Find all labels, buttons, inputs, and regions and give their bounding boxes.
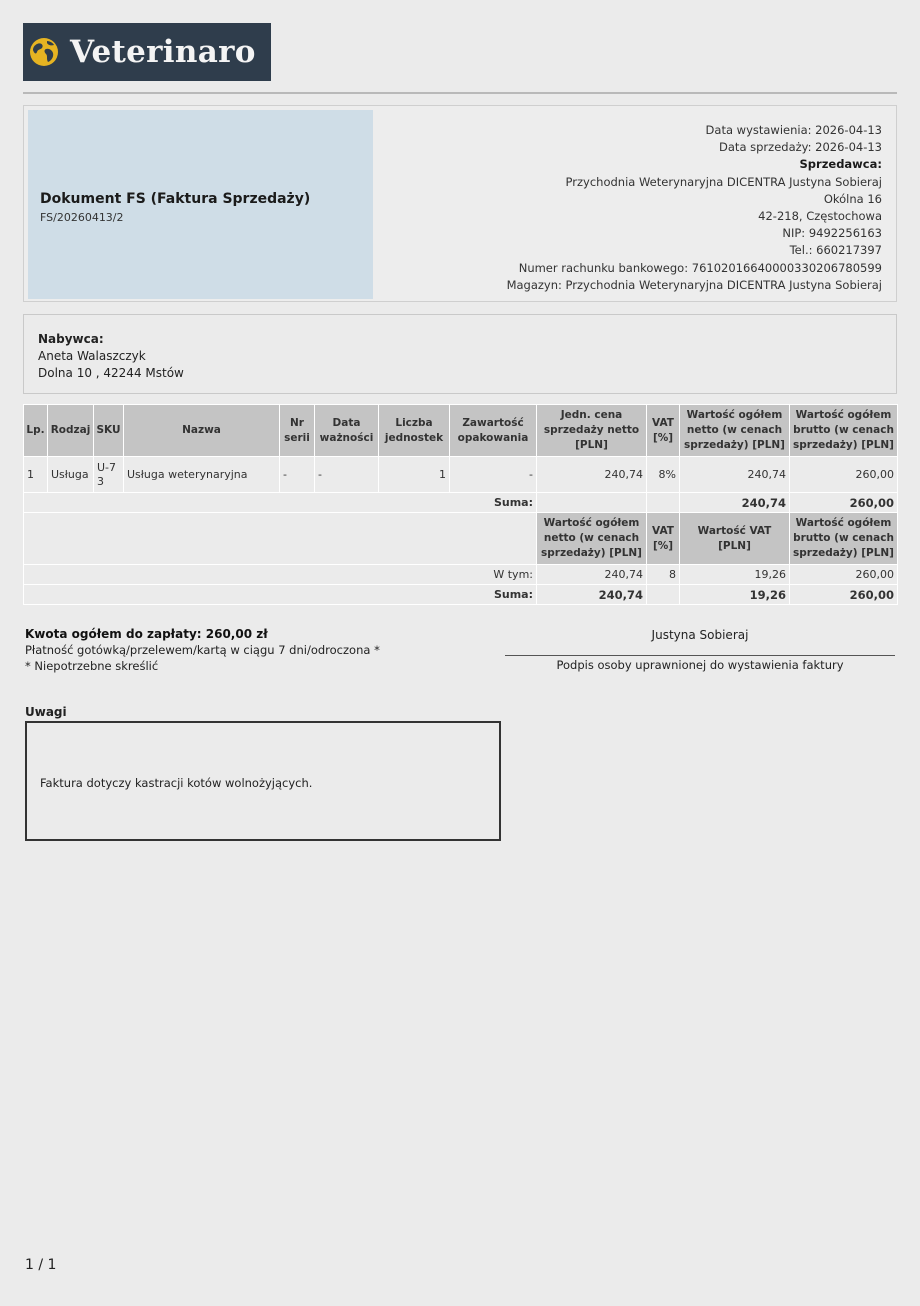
- empty-cell: [537, 493, 647, 513]
- document-number: FS/20260413/2: [40, 211, 124, 224]
- vat-sum-row: [24, 585, 898, 605]
- vat-sum-vat-value: 19,26: [680, 585, 790, 605]
- seller-street: Okólna 16: [823, 191, 882, 206]
- signature-caption: Podpis osoby uprawnionej do wystawienia faktury: [556, 658, 844, 672]
- col-header-lp: Lp.: [24, 405, 48, 457]
- brand-logo: [23, 23, 271, 81]
- brand-name: Veterinaro: [70, 34, 256, 70]
- col-header-sku: SKU: [94, 405, 124, 457]
- col-header-total-gross: Wartość ogółem brutto (w cenach sprzedaży) [PLN]: [790, 405, 898, 457]
- seller-name: Przychodnia Weterynaryjna DICENTRA Justyna Sobieraj: [565, 174, 882, 189]
- cell-name: Usługa weterynaryjna: [124, 457, 280, 493]
- cell-units: 1: [379, 457, 450, 493]
- page-number: 1 / 1: [25, 1257, 57, 1273]
- vat-col-header-vat: VAT [%]: [647, 513, 680, 565]
- vat-row-vat-value: 19,26: [680, 565, 790, 585]
- vat-sum-net: 240,74: [537, 585, 647, 605]
- vat-row-net: 240,74: [537, 565, 647, 585]
- seller-bank-account: Numer rachunku bankowego: 76102016640000330206780599: [518, 260, 882, 275]
- col-header-name: Nazwa: [124, 405, 280, 457]
- vat-summary-header-row: [24, 513, 898, 565]
- globe-icon: [29, 37, 59, 67]
- items-sum-row: [24, 493, 898, 513]
- vat-row-gross: 260,00: [790, 565, 898, 585]
- signature-name: Justyna Sobieraj: [651, 628, 749, 642]
- seller-info: [507, 122, 882, 294]
- vat-row-label: W tym:: [24, 565, 537, 585]
- buyer-name: Aneta Walaszczyk: [38, 349, 146, 363]
- issue-date: Data wystawienia: 2026-04-13: [705, 123, 882, 137]
- cell-expiry: -: [315, 457, 379, 493]
- seller-city: 42-218, Częstochowa: [758, 209, 882, 224]
- buyer-address: Dolna 10 , 42244 Mstów: [38, 366, 184, 380]
- payment-footnote: * Niepotrzebne skreślić: [25, 659, 159, 673]
- notes-text: Faktura dotyczy kastracji kotów wolnożyjących.: [40, 776, 313, 790]
- items-sum-label: Suma:: [24, 493, 537, 513]
- table-row: [24, 565, 898, 585]
- vat-col-header-vat-value: Wartość VAT [PLN]: [680, 513, 790, 565]
- col-header-unit-net: Jedn. cena sprzedaży netto [PLN]: [537, 405, 647, 457]
- cell-total-net: 240,74: [680, 457, 790, 493]
- seller-nip: NIP: 9492256163: [782, 226, 882, 241]
- vat-sum-label: Suma:: [24, 585, 537, 605]
- col-header-total-net: Wartość ogółem netto (w cenach sprzedaży) [PLN]: [680, 405, 790, 457]
- seller-heading: Sprzedawca:: [799, 157, 882, 172]
- cell-package: -: [450, 457, 537, 493]
- items-sum-gross: 260,00: [790, 493, 898, 513]
- vat-sum-gross: 260,00: [790, 585, 898, 605]
- notes-box: [25, 721, 501, 841]
- empty-cell: [24, 513, 537, 565]
- notes-label: Uwagi: [25, 705, 67, 719]
- empty-cell: [647, 493, 680, 513]
- col-header-type: Rodzaj: [48, 405, 94, 457]
- vat-row-vat: 8: [647, 565, 680, 585]
- sale-date: Data sprzedaży: 2026-04-13: [719, 140, 882, 155]
- cell-type: Usługa: [48, 457, 94, 493]
- vat-col-header-gross: Wartość ogółem brutto (w cenach sprzedaży) [PLN]: [790, 513, 898, 565]
- document-header: [23, 105, 897, 302]
- cell-serial: -: [280, 457, 315, 493]
- payment-method: Płatność gotówką/przelewem/kartą w ciągu 7 dni/odroczona *: [25, 643, 380, 657]
- col-header-package: Zawartość opakowania: [450, 405, 537, 457]
- seller-phone: Tel.: 660217397: [789, 243, 882, 258]
- document-title-panel: [28, 110, 373, 299]
- cell-unit-net: 240,74: [537, 457, 647, 493]
- items-sum-net: 240,74: [680, 493, 790, 513]
- buyer-heading: Nabywca:: [38, 332, 104, 346]
- col-header-expiry: Data ważności: [315, 405, 379, 457]
- col-header-vat: VAT [%]: [647, 405, 680, 457]
- payment-info: [25, 626, 380, 674]
- vat-col-header-net: Wartość ogółem netto (w cenach sprzedaży) [PLN]: [537, 513, 647, 565]
- buyer-info: [23, 314, 897, 394]
- signature-line: [505, 655, 895, 656]
- cell-vat: 8%: [647, 457, 680, 493]
- cell-sku: U-73: [94, 457, 124, 493]
- col-header-serial: Nr serii: [280, 405, 315, 457]
- invoice-items-table: [23, 404, 898, 605]
- empty-cell: [647, 585, 680, 605]
- table-row: [24, 457, 898, 493]
- payment-total: Kwota ogółem do zapłaty: 260,00 zł: [25, 627, 268, 641]
- seller-warehouse: Magazyn: Przychodnia Weterynaryjna DICENTRA Justyna Sobieraj: [506, 277, 882, 292]
- items-header-row: [24, 405, 898, 457]
- col-header-units: Liczba jednostek: [379, 405, 450, 457]
- document-title: Dokument FS (Faktura Sprzedaży): [40, 191, 311, 207]
- header-divider: [23, 92, 897, 94]
- cell-total-gross: 260,00: [790, 457, 898, 493]
- cell-lp: 1: [24, 457, 48, 493]
